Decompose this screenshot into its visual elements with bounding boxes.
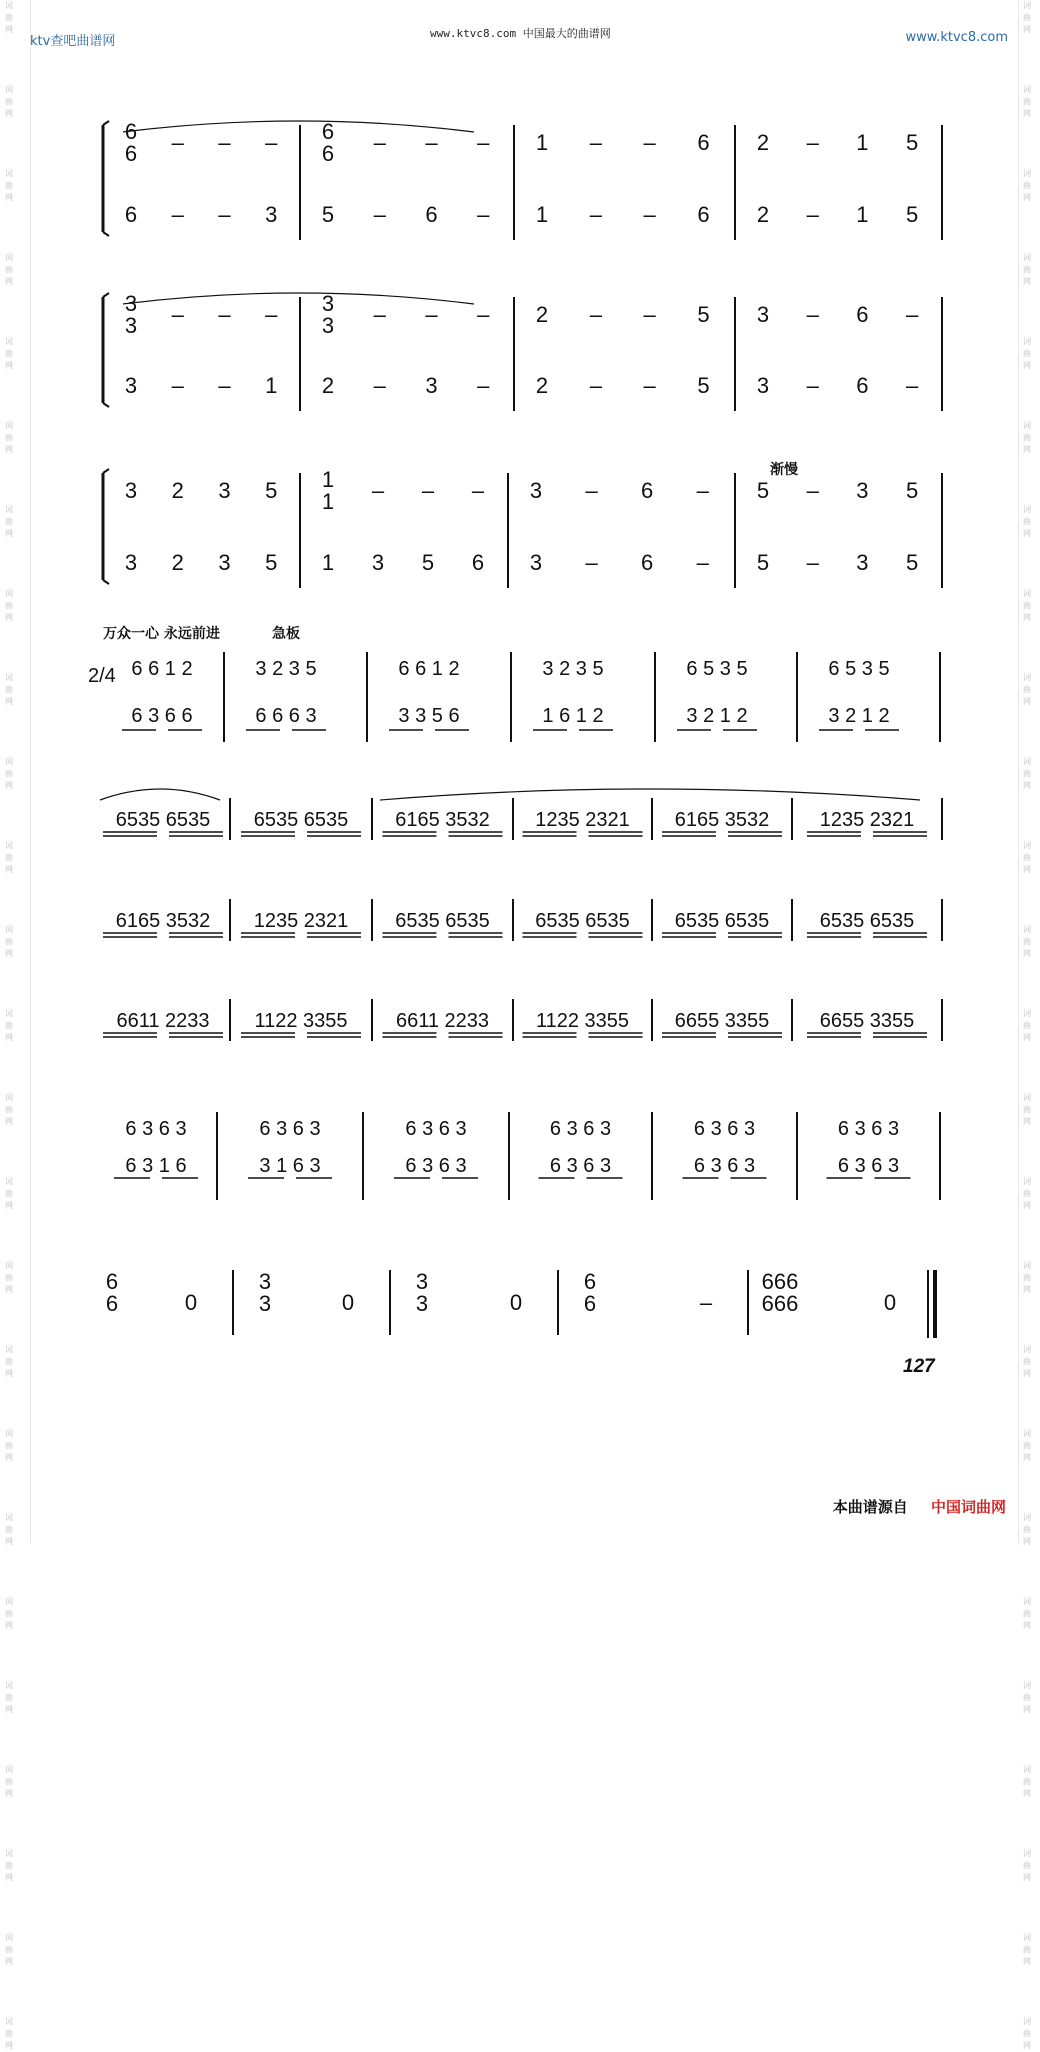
note: 6: [641, 478, 654, 503]
watermark-text: 词 曲 网: [1023, 1933, 1031, 1966]
footer-source: [833, 1496, 1006, 1517]
watermark-text: 词 曲 网: [1023, 1, 1031, 34]
note: –: [171, 202, 184, 227]
note: 2: [535, 373, 549, 398]
header-site-caption: www.ktvc8.com 中国最大的曲谱网: [430, 27, 611, 40]
note: 6535 6535: [395, 910, 490, 932]
note: 3: [371, 550, 385, 575]
note: –: [643, 130, 656, 155]
note: 3: [265, 202, 278, 227]
watermark-text: 词 曲 网: [5, 673, 13, 706]
note: 0: [341, 1290, 355, 1315]
note: 6: [471, 550, 485, 575]
watermark-text: 词 曲 网: [5, 1681, 13, 1714]
note: 1: [535, 130, 549, 155]
watermark-text: 词 曲 网: [1023, 673, 1031, 706]
note: 6165 3532: [115, 910, 211, 932]
watermark-text: 词 曲 网: [1023, 1177, 1031, 1210]
watermark-text: 词 曲 网: [1023, 505, 1031, 538]
watermark-text: 词 曲 网: [5, 1345, 13, 1378]
watermark-text: 词 曲 网: [5, 841, 13, 874]
note: –: [373, 302, 386, 327]
note: 3: [529, 550, 543, 575]
watermark-text: 词 曲 网: [5, 589, 13, 622]
note: –: [806, 202, 819, 227]
note: –: [589, 373, 602, 398]
watermark-text: 词 曲 网: [5, 2017, 13, 2050]
note: 3: [124, 478, 138, 503]
watermark-text: 词 曲 网: [1023, 589, 1031, 622]
note: 3: [756, 302, 770, 327]
note: 0: [184, 1290, 198, 1315]
slur: [100, 789, 220, 800]
note: –: [171, 373, 184, 398]
note: 3: [124, 373, 138, 398]
note: –: [806, 373, 819, 398]
watermark-text: 词 曲 网: [5, 253, 13, 286]
note: 6: [124, 119, 138, 144]
note: 3: [124, 550, 138, 575]
note: 3: [756, 373, 770, 398]
note: –: [425, 130, 438, 155]
note: 3: [218, 550, 231, 575]
note: –: [265, 302, 278, 327]
watermark-text: 词 曲 网: [5, 1513, 13, 1546]
note: 3 3 5 6: [398, 705, 460, 727]
note: 6 6 1 2: [131, 658, 193, 680]
note: –: [171, 302, 184, 327]
note: 6 6 6 3: [255, 705, 317, 727]
note: –: [171, 130, 184, 155]
note: 6: [321, 141, 335, 166]
watermark-text: 词 曲 网: [1023, 1681, 1031, 1714]
note: –: [643, 202, 656, 227]
note: 5: [905, 550, 919, 575]
header-site-url-right[interactable]: www.ktvc8.com: [905, 30, 1008, 45]
tempo-marking-ritardando: 渐慢: [770, 462, 798, 478]
watermark-text: 词 曲 网: [5, 757, 13, 790]
note: –: [477, 130, 490, 155]
watermark-text: 词 曲 网: [1023, 1345, 1031, 1378]
header-site-name-left[interactable]: ktv查吧曲谱网: [30, 34, 116, 49]
note: 6: [105, 1291, 119, 1316]
bracket-hook-top: [103, 469, 109, 473]
note: 1: [535, 202, 549, 227]
note: 6 3 6 3: [693, 1118, 756, 1140]
note: –: [806, 130, 819, 155]
note: 6: [641, 550, 654, 575]
note: –: [589, 130, 602, 155]
note: 1235 2321: [535, 809, 630, 831]
note: –: [373, 130, 386, 155]
note: 2: [756, 202, 770, 227]
note: –: [806, 302, 819, 327]
watermark-text: 词 曲 网: [5, 1849, 13, 1882]
note: 3: [415, 1291, 429, 1316]
note: 6 3 6 3: [405, 1155, 467, 1177]
note: 3: [258, 1269, 272, 1294]
note: 6 3 6 3: [837, 1118, 900, 1140]
note: 6535 6535: [819, 910, 915, 932]
watermark-text: 词 曲 网: [1023, 1261, 1031, 1294]
watermark-text: 词 曲 网: [5, 1933, 13, 1966]
note: –: [699, 1290, 713, 1315]
note: 6611 2233: [395, 1010, 490, 1032]
note: 3 1 6 3: [259, 1155, 321, 1177]
section-title: 万众一心 永远前进: [103, 626, 220, 642]
watermark-text: 词 曲 网: [1023, 1597, 1031, 1630]
note: 0: [883, 1290, 897, 1315]
note: 3: [124, 313, 138, 338]
note: 6 3 6 3: [125, 1118, 187, 1140]
note: –: [425, 302, 438, 327]
note: –: [218, 202, 231, 227]
note: –: [477, 373, 490, 398]
note: 6 3 6 3: [837, 1155, 900, 1177]
note: 6535 6535: [115, 809, 211, 831]
note: 6: [583, 1269, 597, 1294]
note: 6: [124, 141, 138, 166]
note: 5: [321, 202, 335, 227]
note: 6 3 6 3: [259, 1118, 321, 1140]
note: 5: [905, 478, 919, 503]
note: –: [218, 373, 231, 398]
note: –: [218, 302, 231, 327]
watermark-text: 词 曲 网: [5, 1177, 13, 1210]
page-number: 127: [903, 1356, 935, 1377]
note: 5: [905, 202, 919, 227]
note: 3: [425, 373, 438, 398]
note: –: [373, 202, 386, 227]
note: –: [585, 478, 598, 503]
watermark-text: 词 曲 网: [1023, 253, 1031, 286]
note: –: [589, 302, 602, 327]
watermark-text: 词 曲 网: [5, 85, 13, 118]
note: 6165 3532: [674, 809, 770, 831]
note: 6: [856, 373, 869, 398]
note: 6 3 1 6: [125, 1155, 187, 1177]
watermark-text: 词 曲 网: [5, 1429, 13, 1462]
note: 1235 2321: [253, 910, 349, 932]
note: 3: [415, 1269, 429, 1294]
note: –: [477, 302, 490, 327]
note: –: [905, 302, 919, 327]
note: 2: [171, 478, 184, 503]
note: 6165 3532: [395, 809, 490, 831]
note: 666: [761, 1291, 799, 1316]
note: 1122 3355: [535, 1010, 630, 1032]
note: 6655 3355: [819, 1010, 915, 1032]
note: 6 3 6 3: [549, 1155, 612, 1177]
note: –: [218, 130, 231, 155]
bracket-hook-bottom: [103, 232, 109, 236]
note: 2: [756, 130, 770, 155]
note: 6: [425, 202, 438, 227]
bracket-hook-bottom: [103, 580, 109, 584]
note: 0: [509, 1290, 523, 1315]
note: –: [265, 130, 278, 155]
note: 3: [258, 1291, 272, 1316]
watermark-text: 词 曲 网: [5, 1261, 13, 1294]
note: 5: [756, 550, 770, 575]
note: –: [371, 478, 385, 503]
note: 6 5 3 5: [686, 658, 748, 680]
note: 3 2 3 5: [542, 658, 604, 680]
note: 3: [856, 550, 869, 575]
note: 6: [697, 130, 710, 155]
note: 1: [856, 202, 869, 227]
note: 1 6 1 2: [542, 705, 604, 727]
note: 2: [535, 302, 549, 327]
note: 6: [321, 119, 335, 144]
note: 6611 2233: [116, 1010, 210, 1032]
watermark-text: 词 曲 网: [5, 1765, 13, 1798]
note: –: [696, 550, 709, 575]
watermark-text: 词 曲 网: [1023, 85, 1031, 118]
watermark-text: 词 曲 网: [1023, 925, 1031, 958]
tempo-marking-presto: 急板: [272, 626, 300, 642]
note: 6: [105, 1269, 119, 1294]
note: 6: [124, 202, 138, 227]
watermark-text: 词 曲 网: [1023, 841, 1031, 874]
note: 1235 2321: [819, 809, 915, 831]
note: –: [905, 373, 919, 398]
note: 1: [265, 373, 278, 398]
watermark-text: 词 曲 网: [1023, 757, 1031, 790]
watermark-text: 词 曲 网: [5, 1009, 13, 1042]
bracket-hook-top: [103, 293, 109, 297]
note: –: [806, 478, 819, 503]
watermark-text: 词 曲 网: [5, 505, 13, 538]
watermark-text: 词 曲 网: [5, 169, 13, 202]
note: 1: [321, 550, 335, 575]
note: 3: [124, 291, 138, 316]
note: 5: [265, 550, 278, 575]
watermark-text: 词 曲 网: [5, 1093, 13, 1126]
note: 3: [856, 478, 869, 503]
watermark-text: 词 曲 网: [1023, 337, 1031, 370]
note: 3: [218, 478, 231, 503]
note: –: [806, 550, 819, 575]
note: 5: [756, 478, 770, 503]
watermark-text: 词 曲 网: [1023, 1093, 1031, 1126]
note: 1: [321, 467, 335, 492]
note: 6 3 6 3: [549, 1118, 612, 1140]
slur: [380, 789, 920, 800]
footer-source-label: 本曲谱源自: [832, 1498, 908, 1516]
time-signature: 2/4: [88, 665, 116, 687]
note: 1: [321, 489, 335, 514]
note: 3 2 1 2: [686, 705, 748, 727]
watermark-text: 词 曲 网: [5, 1, 13, 34]
note: –: [585, 550, 598, 575]
watermark-text: 词 曲 网: [5, 1597, 13, 1630]
note: 3: [529, 478, 543, 503]
watermark-text: 词 曲 网: [1023, 1429, 1031, 1462]
note: 6535 6535: [253, 809, 349, 831]
note: 1: [856, 130, 869, 155]
note: 5: [697, 302, 710, 327]
note: 6535 6535: [535, 910, 630, 932]
note: 666: [761, 1269, 799, 1294]
watermark-text: 词 曲 网: [1023, 1849, 1031, 1882]
note: 6: [583, 1291, 597, 1316]
footer-site-link[interactable]: 中国词曲网: [930, 1498, 1006, 1516]
bracket-hook-top: [103, 121, 109, 125]
note: –: [373, 373, 386, 398]
note: 6 5 3 5: [828, 658, 890, 680]
note: 6 3 6 3: [693, 1155, 756, 1177]
note: 5: [697, 373, 710, 398]
note: –: [589, 202, 602, 227]
watermark-text: 词 曲 网: [1023, 1513, 1031, 1546]
watermark-text: 词 曲 网: [1023, 1765, 1031, 1798]
note: 6: [856, 302, 869, 327]
note: 6 3 6 6: [131, 705, 193, 727]
note: –: [643, 302, 656, 327]
note: –: [696, 478, 709, 503]
note: 6 6 1 2: [398, 658, 460, 680]
note: 1122 3355: [254, 1010, 348, 1032]
note: 6535 6535: [674, 910, 770, 932]
note: 5: [421, 550, 435, 575]
note: 5: [265, 478, 278, 503]
note: –: [421, 478, 435, 503]
note: –: [471, 478, 485, 503]
watermark-text: 词 曲 网: [5, 925, 13, 958]
note: 6655 3355: [674, 1010, 770, 1032]
note: –: [477, 202, 490, 227]
watermark-text: 词 曲 网: [1023, 1009, 1031, 1042]
note: 3: [321, 313, 335, 338]
note: 2: [171, 550, 184, 575]
note: 3 2 3 5: [255, 658, 317, 680]
watermark-text: 词 曲 网: [5, 421, 13, 454]
bracket-hook-bottom: [103, 403, 109, 407]
watermark-text: 词 曲 网: [1023, 421, 1031, 454]
note: 6: [697, 202, 710, 227]
watermark-text: 词 曲 网: [5, 337, 13, 370]
watermark-text: 词 曲 网: [1023, 169, 1031, 202]
note: 5: [905, 130, 919, 155]
watermark-text: 词 曲 网: [1023, 2017, 1031, 2050]
note: 3 2 1 2: [828, 705, 890, 727]
note: 6 3 6 3: [405, 1118, 467, 1140]
note: 2: [321, 373, 335, 398]
note: –: [643, 373, 656, 398]
note: 3: [321, 291, 335, 316]
